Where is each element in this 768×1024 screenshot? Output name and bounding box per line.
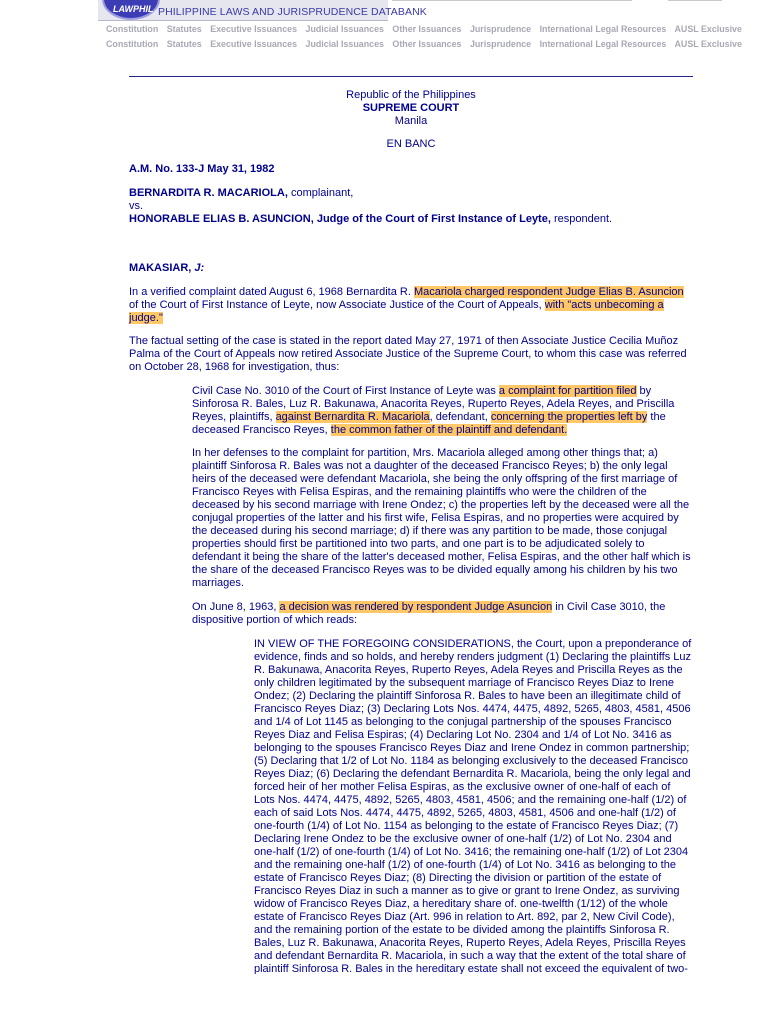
complainant-name: BERNARDITA R. MACARIOLA,: [129, 187, 288, 199]
complainant-role: complainant,: [287, 187, 354, 199]
p1-text-a: In a verified complaint dated August 6, 1968 Bernardita R.: [129, 286, 414, 298]
p1-highlight-2: with "acts unbecoming a judge.": [129, 299, 664, 324]
nav-bar-primary: [106, 24, 748, 34]
nav-item-other-issuances[interactable]: Other Issuances: [392, 24, 462, 34]
nav-item-constitution[interactable]: Constitution: [106, 24, 159, 34]
q3-highlight: a decision was rendered by respondent Judge Asuncion: [279, 601, 553, 613]
quote-paragraph-4: IN VIEW OF THE FOREGOING CONSIDERATIONS, the Court, upon a preponderance of evidence, finds and so holds, and hereby renders judgment (1) Declaring the plaintiffs Luz R. Bakunawa, Anacorita Reyes, Ruperto Reyes, Adela Reyes and Priscilla Reyes as the only children legitimated by the subsequent marriage of Francisco Reyes Diaz to Irene Ondez; (2) Declaring the plaintiff Sinforosa R. Bales to have been an illegitimate child of Francisco Reyes Diaz; (3) Declaring Lots Nos. 4474, 4475, 4892, 5265, 4803, 4581, 4506 and 1/4 of Lot 1145 as belonging to the conjugal partnership of the spouses Francisco Reyes Diaz and Felisa Espiras; (4) Declaring Lot No. 2304 and 1/4 of Lot No. 3416 as belonging to the spouses Francisco Reyes Diaz and Irene Ondez in common partnership; (5) Declaring that 1/2 of Lot No. 1184 as belonging exclusively to the deceased Francisco Reyes Diaz; (6) Declaring the defendant Bernardita R. Macariola, being the only legal and forced heir of her mother Felisa Espiras, as the exclusive owner of one-half of each of Lots Nos. 4474, 4475, 4892, 5265, 4803, 4581, 4506; and the remaining one-half (1/2) of each of said Lots Nos. 4474, 4475, 4892, 5265, 4803, 4581, 4506 and one-half (1/2) of one-fourth (1/4) of Lot No. 1154 as belonging to the estate of Francisco Reyes Diaz; (7) Declaring Irene Ondez to be the exclusive owner of one-half (1/2) of Lot No. 2304 and one-half (1/2) of one-fourth (1/4) of Lot No. 3416; the remaining one-half (1/2) of Lot 2304 and the remaining one-half (1/2) of one-fourth (1/4) of Lot No. 3416 as belonging to the estate of Francisco Reyes Diaz; (8) Directing the division or partition of the estate of Francisco Reyes Diaz in such a manner as to give or grant to Irene Ondez, as surviving widow of Francisco Reyes Diaz, a hereditary share of. one-twelfth (1/12) of the whole estate of Francisco Reyes Diaz (Art. 996 in relation to Art. 892, par 2, New Civil Code), and the remaining portion of the estate to be divided among the plaintiffs Sinforosa R. Bales, Luz R. Bakunawa, Anacorita Reyes, Ruperto Reyes, Adela Reyes, Priscilla Reyes and defendant Bernardita R. Macariola, in such a way that the extent of the total share of plaintiff Sinforosa R. Bales in the hereditary estate shall not exceed the equivalent of two-: [254, 638, 692, 974]
nav-item-constitution[interactable]: Constitution: [106, 39, 159, 49]
nav-item-executive-issuances[interactable]: Executive Issuances: [210, 24, 298, 34]
quote-paragraph-3: [192, 601, 692, 627]
caption-city: Manila: [394, 115, 428, 127]
versus: vs.: [129, 200, 144, 212]
nav-item-jurisprudence[interactable]: Jurisprudence: [469, 39, 532, 49]
q1-text-d: the deceased Francisco Reyes,: [192, 411, 666, 436]
q3-text-a: On June 8, 1963,: [192, 601, 280, 613]
caption-division: EN BANC: [386, 138, 436, 150]
respondent-role: respondent.: [550, 213, 613, 225]
respondent-name: HONORABLE ELIAS B. ASUNCION, Judge of the Court of First Instance of Leyte,: [129, 213, 551, 225]
q1-highlight-1: a complaint for partition filed: [498, 385, 637, 397]
ponente-name: MAKASIAR,: [129, 262, 195, 274]
p1-highlight-1: Macariola charged respondent Judge Elias B. Asuncion: [413, 286, 684, 298]
paragraph-1: [129, 286, 693, 325]
nav-item-statutes[interactable]: Statutes: [166, 39, 202, 49]
quote-paragraph-2: In her defenses to the complaint for partition, Mrs. Macariola alleged among other things that; a) plaintiff Sinforosa R. Bales was not a daughter of the deceased Francisco Reyes; b) the only legal heirs of the deceased were defendant Macariola, she being the only offspring of the first marriage of Francisco Reyes with Felisa Espiras, and the remaining plaintiffs who were the children of the deceased by his second marriage with Irene Ondez; c) the properties left by the deceased were all the conjugal properties of the latter and his first wife, Felisa Espiras, and no properties were acquired by the deceased during his second marriage; d) if there was any partition to be made, those conjugal properties should first be partitioned into two parts, and one part is to be adjudicated solely to defendant it being the share of the latter's deceased mother, Felisa Espiras, and the other half which is the share of the deceased Francisco Reyes was to be divided equally among his children by his two marriages.: [192, 447, 691, 589]
nav-item-executive-issuances[interactable]: Executive Issuances: [210, 39, 298, 49]
paragraph-2: The factual setting of the case is stated in the report dated May 27, 1971 of then Associate Justice Cecilia Muñoz Palma of the Court of Appeals now retired Associate Justice of the Supreme Court, to whom this case was referred on October 28, 1968 for investigation, thus:: [129, 335, 687, 373]
q1-highlight-4: the common father of the plaintiff and defendant.: [330, 424, 568, 436]
q1-highlight-3: concerning the properties left by: [490, 411, 648, 423]
respondent-line: [129, 213, 693, 226]
q1-text-b: by Sinforosa R. Bales, Luz R. Bakunawa, Anacorita Reyes, Ruperto Reyes, Adela Reyes, and Priscilla Reyes, plaintiffs,: [192, 385, 675, 423]
complainant-line: [129, 187, 693, 200]
ponente-suffix: J:: [194, 262, 205, 274]
nav-item-ausl-exclusive[interactable]: AUSL Exclusive: [674, 24, 742, 34]
nav-item-statutes[interactable]: Statutes: [166, 24, 202, 34]
nav-item-judicial-issuances[interactable]: Judicial Issuances: [305, 39, 384, 49]
nav-item-other-issuances[interactable]: Other Issuances: [392, 39, 462, 49]
caption-court: SUPREME COURT: [362, 102, 460, 114]
q1-highlight-2: against Bernardita R. Macariola: [275, 411, 430, 423]
logo-text: LAWPHIL: [113, 4, 154, 14]
q1-text-c: , defendant,: [429, 411, 491, 423]
nav-item-ausl-exclusive[interactable]: AUSL Exclusive: [674, 39, 742, 49]
nav-bar-secondary: [106, 39, 748, 49]
caption-republic: Republic of the Philippines: [346, 89, 476, 101]
top-divider: [392, 0, 632, 1]
p1-text-b: of the Court of First Instance of Leyte, now Associate Justice of the Court of Appeals,: [129, 299, 545, 311]
banner-title[interactable]: PHILIPPINE LAWS AND JURISPRUDENCE DATABANK: [158, 6, 427, 18]
case-number: A.M. No. 133-J May 31, 1982: [129, 163, 275, 175]
nav-item-international-legal-resources[interactable]: International Legal Resources: [539, 39, 667, 49]
nav-item-jurisprudence[interactable]: Jurisprudence: [469, 24, 532, 34]
header-rule: [129, 76, 693, 77]
top-divider-right: [668, 0, 722, 1]
nav-item-international-legal-resources[interactable]: International Legal Resources: [539, 24, 667, 34]
q3-text-b: in Civil Case 3010, the dispositive portion of which reads:: [192, 601, 666, 626]
nav-item-judicial-issuances[interactable]: Judicial Issuances: [305, 24, 384, 34]
ponente: [129, 262, 204, 275]
q1-text-a: Civil Case No. 3010 of the Court of First Instance of Leyte was: [192, 385, 499, 397]
quote-paragraph-1: [192, 385, 692, 437]
